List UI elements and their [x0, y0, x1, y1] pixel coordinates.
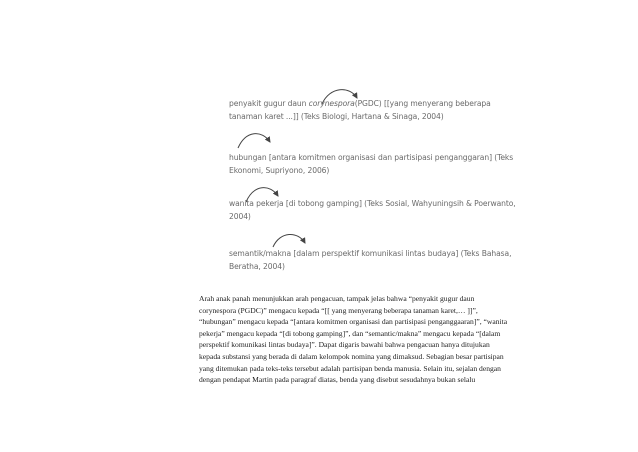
example-3-line-1: wanita pekerja [di tobong gamping] (Teks Sosial, Wahyuningsih & Poerwanto,: [229, 199, 516, 208]
paragraph-line: Arah anak panah menunjukkan arah pengacuan, tampak jelas bahwa “penyakit gugur daun: [199, 294, 475, 303]
example-2-line-1: hubungan [antara komitmen organisasi dan partisipasi penganggaran] (Teks: [229, 153, 514, 162]
example-4-line-2: Beratha, 2004): [229, 262, 285, 271]
example-1-line-1: penyakit gugur daun corynespora(PGDC) [[yang menyerang beberapa: [229, 99, 491, 108]
paragraph-line: “hubungan” mengacu kepada “[antara komitmen organisasi dan partisipasi penganggaaran]”, “wanita: [199, 317, 508, 327]
example-4-line-1: semantik/makna [dalam perspektif komunikasi lintas budaya] (Teks Bahasa,: [229, 249, 512, 258]
paragraph-line: dengan pendapat Martin pada paragraf diatas, benda yang disebut sesudahnya bukan selalu: [199, 375, 476, 385]
example-3-line-2: 2004): [229, 212, 251, 221]
paragraph-line: corynespora (PGDC)” mengacu kepada “[[ yang menyerang beberapa tanaman karet,… ]]”,: [199, 305, 478, 315]
arrow-4: [273, 234, 305, 247]
paragraph-line: perspektif komunikasi lintas budaya]”. Dapat digaris bawahi bahwa pengacuan hanya ditujukan: [199, 340, 490, 350]
example-2-line-2: Ekonomi, Supriyono, 2006): [229, 166, 330, 175]
body-paragraph: [199, 293, 539, 386]
arrow-2: [238, 134, 270, 148]
paragraph-line: pekerja” mengacu kepada “[di tobong gamping]”, dan “semantic/makna” mengacu kepada “[dalam: [199, 328, 501, 338]
example-1-line-2: tanaman karet ...]] (Teks Biologi, Hartana & Sinaga, 2004): [229, 112, 444, 121]
paragraph-line: kepada substansi yang berada di dalam kelompok nomina yang dimaksud. Sebagian besar partisipan: [199, 351, 504, 361]
italic-term: corynespora: [308, 99, 355, 108]
paragraph-line: yang ditemukan pada teks-teks tersebut adalah partisipan benda manusia. Selain itu, sejalan dengan: [199, 363, 501, 373]
